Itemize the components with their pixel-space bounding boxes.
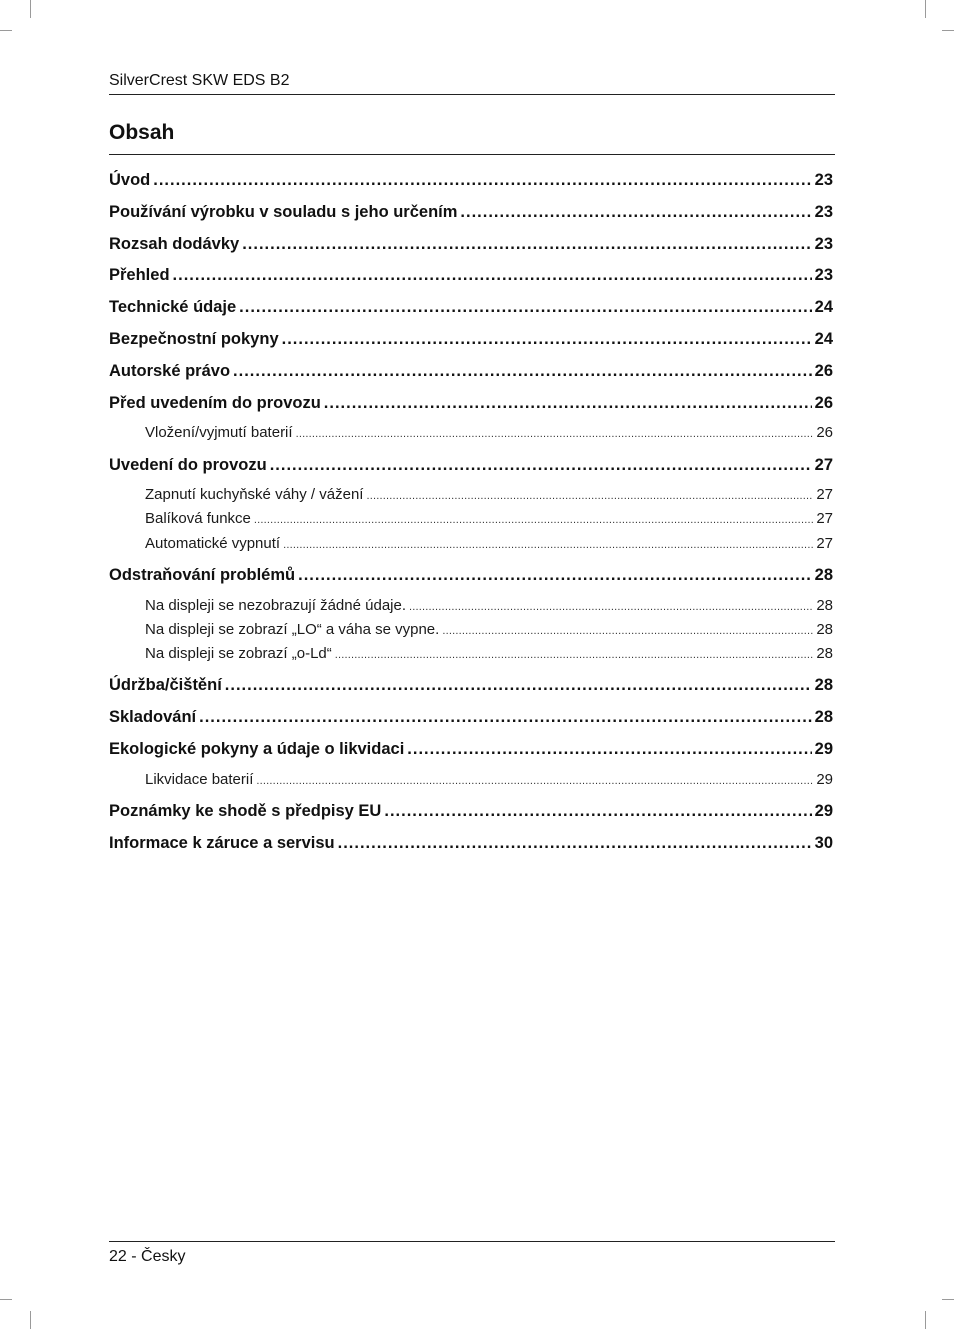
toc-entry[interactable]	[109, 357, 833, 385]
toc-entry-page: 27	[816, 534, 833, 552]
toc-entry-page: 26	[814, 361, 833, 380]
toc-entry[interactable]	[109, 261, 833, 289]
toc-leader-dots	[442, 620, 813, 642]
toc-leader-dots	[199, 703, 812, 731]
toc-entry-page: 27	[816, 486, 833, 504]
toc-entry-page: 23	[814, 202, 833, 221]
toc-entry[interactable]	[109, 166, 833, 194]
toc-leader-dots	[384, 797, 811, 825]
toc-entry[interactable]	[109, 389, 833, 417]
toc-entry-title: Na displeji se zobrazí „o-Ld“	[145, 644, 332, 662]
toc-leader-dots	[153, 166, 811, 194]
crop-mark	[0, 1299, 12, 1300]
toc-entry[interactable]	[109, 561, 833, 589]
toc-entry-page: 28	[816, 620, 833, 638]
toc-entry-title: Údržba/čištění	[109, 676, 222, 695]
toc-entry-page: 30	[814, 833, 833, 852]
toc-entry-page: 24	[814, 298, 833, 317]
title-rule	[109, 154, 835, 155]
toc-entry-page: 28	[814, 676, 833, 695]
toc-entry-page: 28	[816, 644, 833, 662]
toc-leader-dots	[460, 198, 811, 226]
toc-leader-dots	[296, 423, 814, 445]
toc-subentry[interactable]	[145, 643, 833, 665]
toc-entry[interactable]	[109, 230, 833, 258]
toc-entry-title: Zapnutí kuchyňské váhy / vážení	[145, 486, 364, 504]
toc-leader-dots	[335, 644, 814, 666]
toc-entry-page: 23	[814, 266, 833, 285]
toc-entry[interactable]	[109, 325, 833, 353]
toc-entry[interactable]	[109, 198, 833, 226]
toc-leader-dots	[407, 735, 811, 763]
toc-entry-title: Ekologické pokyny a údaje o likvidaci	[109, 740, 405, 758]
toc-entry-title: Na displeji se nezobrazují žádné údaje.	[145, 596, 406, 614]
toc-entry-page: 29	[814, 802, 833, 820]
toc-entry-page: 27	[814, 455, 833, 474]
toc-leader-dots	[225, 671, 812, 699]
toc-leader-dots	[256, 770, 813, 792]
crop-mark	[30, 0, 31, 18]
toc-entry[interactable]	[109, 829, 833, 857]
toc-entry-title: Na displeji se zobrazí „LO“ a váha se vypne.	[145, 620, 440, 638]
crop-mark	[942, 30, 954, 31]
toc-leader-dots	[239, 293, 811, 321]
toc-leader-dots	[173, 261, 812, 289]
toc-subentry[interactable]	[145, 769, 833, 791]
crop-mark	[925, 0, 926, 18]
toc-leader-dots	[298, 561, 812, 589]
toc-subentry[interactable]	[145, 619, 833, 641]
toc-leader-dots	[270, 451, 812, 479]
toc-leader-dots	[409, 596, 813, 618]
toc-leader-dots	[233, 357, 812, 385]
toc-leader-dots	[338, 829, 812, 857]
page-footer: 22 - Česky	[109, 1248, 186, 1265]
toc-entry-page: 28	[814, 708, 833, 727]
toc-entry-page: 24	[814, 330, 833, 348]
toc-entry-title: Technické údaje	[109, 298, 237, 317]
toc-entry-title: Přehled	[109, 266, 170, 285]
toc-entry[interactable]	[109, 797, 833, 825]
toc-entry-title: Rozsah dodávky	[109, 234, 240, 253]
crop-mark	[942, 1299, 954, 1300]
toc-subentry[interactable]	[145, 422, 833, 444]
toc-entry-title: Úvod	[109, 171, 151, 189]
toc-entry-page: 23	[814, 171, 833, 189]
toc-entry-title: Autorské právo	[109, 361, 231, 380]
crop-mark	[925, 1311, 926, 1329]
toc-entry-page: 28	[816, 596, 833, 614]
toc-entry-title: Uvedení do provozu	[109, 455, 267, 474]
toc-entry-title: Poznámky ke shodě s předpisy EU	[109, 802, 382, 820]
toc-entry[interactable]	[109, 293, 833, 321]
toc-entry-title: Automatické vypnutí	[145, 534, 281, 552]
toc-entry-page: 26	[814, 393, 833, 412]
toc-entry-page: 23	[814, 234, 833, 253]
toc-subentry[interactable]	[145, 533, 833, 555]
toc-entry-page: 27	[816, 510, 833, 528]
toc-leader-dots	[282, 325, 812, 353]
toc-entry-page: 29	[814, 740, 833, 758]
toc-entry[interactable]	[109, 735, 833, 763]
running-header: SilverCrest SKW EDS B2	[109, 72, 290, 89]
toc-entry-title: Skladování	[109, 708, 197, 727]
footer-rule	[109, 1241, 835, 1242]
toc-entry-page: 29	[816, 770, 833, 788]
toc-entry-title: Vložení/vyjmutí baterií	[145, 424, 293, 442]
toc-leader-dots	[366, 485, 813, 507]
toc-entry-page: 26	[816, 424, 833, 442]
toc-entry-title: Bezpečnostní pokyny	[109, 330, 279, 348]
toc-entry-title: Odstraňování problémů	[109, 566, 296, 584]
toc-entry[interactable]	[109, 671, 833, 699]
toc-entry[interactable]	[109, 451, 833, 479]
toc-leader-dots	[242, 230, 811, 258]
crop-mark	[0, 30, 12, 31]
toc-entry-title: Informace k záruce a servisu	[109, 833, 335, 852]
toc-title: Obsah	[109, 121, 175, 144]
toc-subentry[interactable]	[145, 595, 833, 617]
header-rule	[109, 94, 835, 95]
toc-entry-page: 28	[814, 566, 833, 584]
toc-entry-title: Likvidace baterií	[145, 770, 254, 788]
toc-leader-dots	[254, 509, 813, 531]
toc-entry-title: Před uvedením do provozu	[109, 393, 321, 412]
toc-entry-title: Balíková funkce	[145, 510, 251, 528]
toc-entry-title: Používání výrobku v souladu s jeho určením	[109, 202, 458, 221]
toc-subentry[interactable]	[145, 484, 833, 506]
toc-entry[interactable]	[109, 703, 833, 731]
toc-leader-dots	[283, 534, 813, 556]
toc-subentry[interactable]	[145, 508, 833, 530]
toc-leader-dots	[324, 389, 812, 417]
crop-mark	[30, 1311, 31, 1329]
